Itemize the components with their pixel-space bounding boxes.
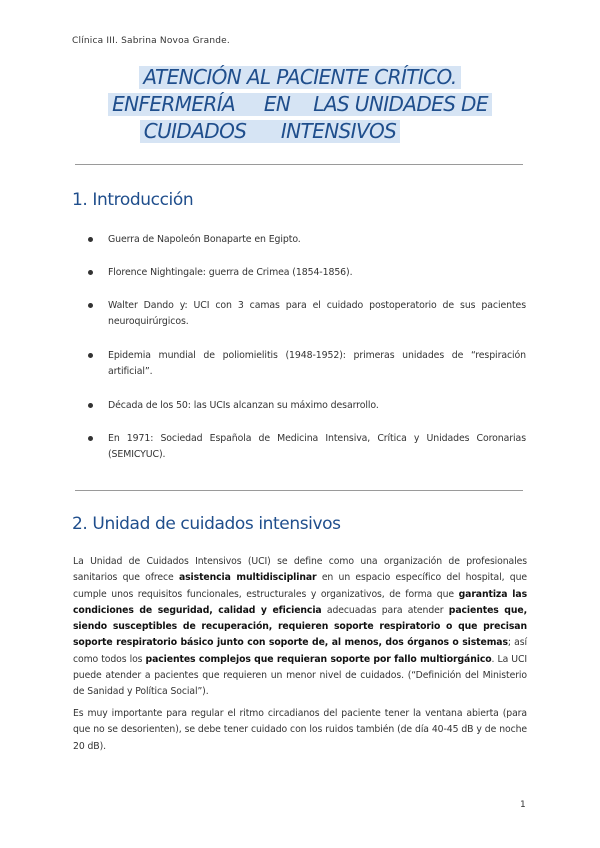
list-item: En 1971: Sociedad Española de Medicina Intensiva, Crítica y Unidades Coronarias (SEMICYUC).: [86, 431, 526, 463]
list-item: Guerra de Napoleón Bonaparte en Egipto.: [86, 232, 526, 248]
bullet-icon: [88, 436, 93, 441]
bullet-icon: [88, 237, 93, 242]
bullet-icon: [88, 303, 93, 308]
uci-definition-paragraph: La Unidad de Cuidados Intensivos (UCI) se define como una organización de profesionales sanitarios que ofrece asistencia multidisciplinar en un espacio específico del hospital, que cumple unos requisitos funcionales, estructurales y organizativos, de forma que garantiza las condiciones de seguridad, calidad y eficiencia adecuadas para atender pacientes que, siendo susceptibles de recuperación, requieren soporte respiratorio o que precisan soporte respiratorio básico junto con soporte de, al menos, dos órganos o sistemas; así como todos los pacientes complejos que requieran soporte por fallo multiorgánico. La UCI puede atender a pacientes que requieren un menor nivel de cuidados. (“Definición del Ministerio de Sanidad y Política Social”).: [73, 556, 528, 698]
section-1-heading: 1. Introducción: [72, 190, 194, 210]
divider-top: [75, 164, 523, 165]
bullet-icon: [88, 353, 93, 358]
list-item: Florence Nightingale: guerra de Crimea (1854-1856).: [86, 265, 526, 281]
page-number: 1: [520, 800, 526, 810]
circadian-paragraph: Es muy importante para regular el ritmo circadianos del paciente tener la ventana abierta (para que no se desorienten), se debe tener cuidado con los ruidos también (de día 40-45 dB y de noche 20 dB).: [73, 708, 527, 752]
list-item: Década de los 50: las UCIs alcanzan su máximo desarrollo.: [86, 398, 526, 414]
title-line-1: ATENCIÓN AL PACIENTE CRÍTICO.: [139, 66, 460, 89]
document-header: Clínica III. Sabrina Novoa Grande.: [72, 36, 230, 46]
title-line-3: CUIDADOS INTENSIVOS: [140, 120, 401, 143]
list-item: Walter Dando y: UCI con 3 camas para el cuidado postoperatorio de sus pacientes neuroquirúrgicos.: [86, 298, 526, 330]
divider-middle: [75, 490, 523, 491]
bullet-icon: [88, 270, 93, 275]
document-title: [0, 66, 600, 147]
section-2-heading: 2. Unidad de cuidados intensivos: [72, 514, 341, 534]
list-item: Epidemia mundial de poliomielitis (1948-1952): primeras unidades de “respiración artificial”.: [86, 348, 526, 380]
title-line-2: ENFERMERÍA EN LAS UNIDADES DE: [108, 93, 492, 116]
bullet-icon: [88, 403, 93, 408]
